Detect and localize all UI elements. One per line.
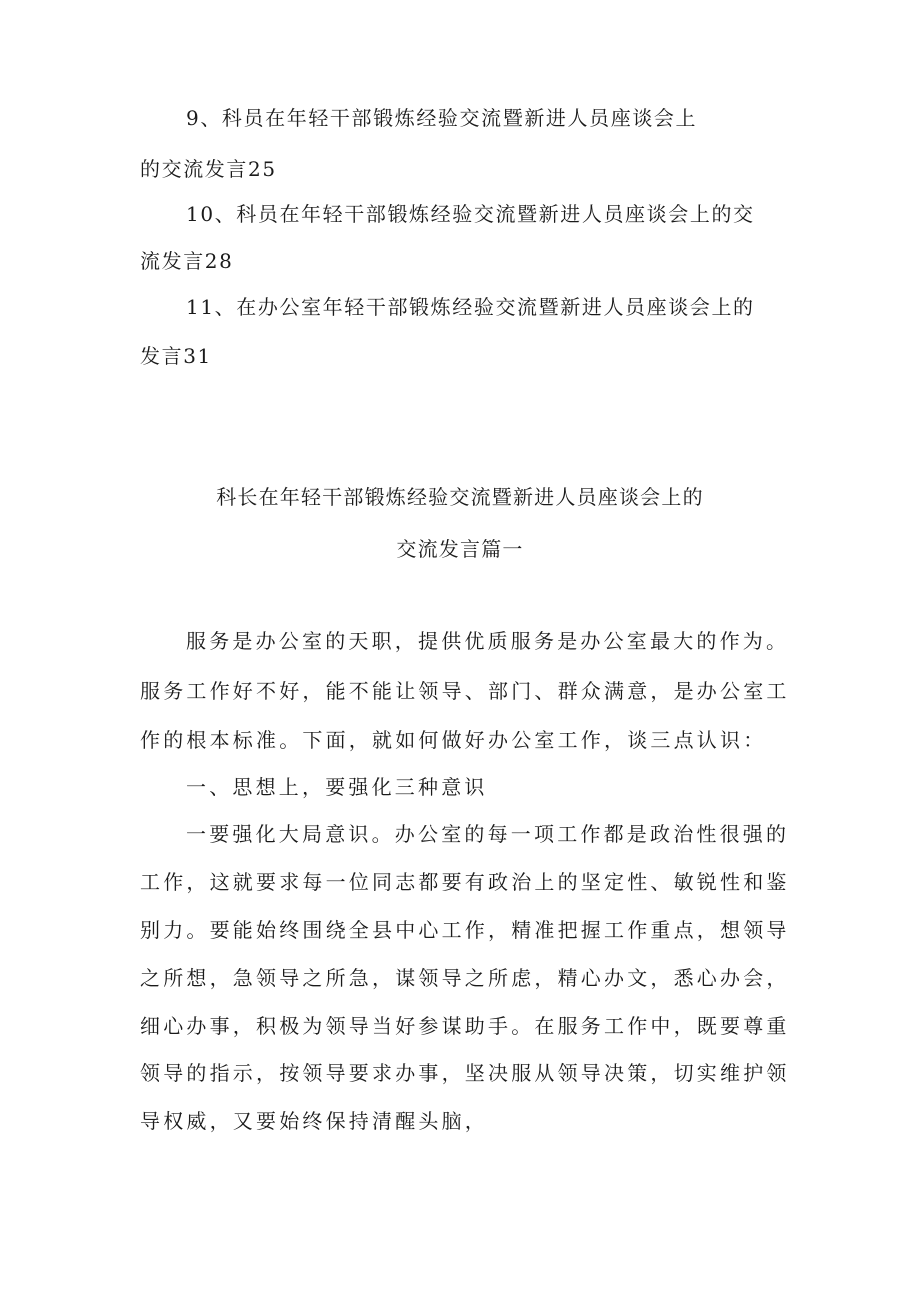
body-line: 服务是办公室的天职，提供优质服务是办公室最大的作为。 bbox=[186, 629, 790, 653]
toc-item-9-line2: 的交流发言25 bbox=[140, 157, 277, 181]
body-line: 领导的指示，按领导要求办事，坚决服从领导决策，切实维护领 bbox=[140, 1061, 790, 1085]
section-heading: 一、思想上，要强化三种意识 bbox=[186, 775, 488, 799]
body-line: 工作，这就要求每一位同志都要有政治上的坚定性、敏锐性和鉴 bbox=[140, 870, 790, 894]
toc-item-9-line1: 9、科员在年轻干部锻炼经验交流暨新进人员座谈会上 bbox=[186, 106, 698, 130]
article-title-line1: 科长在年轻干部锻炼经验交流暨新进人员座谈会上的 bbox=[216, 485, 704, 509]
toc-item-11-line1: 11、在办公室年轻干部锻炼经验交流暨新进人员座谈会上的 bbox=[186, 295, 755, 319]
body-line: 之所想，急领导之所急，谋领导之所虑，精心办文，悉心办会， bbox=[140, 966, 790, 990]
body-line: 一要强化大局意识。办公室的每一项工作都是政治性很强的 bbox=[186, 822, 790, 846]
toc-item-10-line2: 流发言28 bbox=[140, 249, 234, 273]
body-line: 服务工作好不好，能不能让领导、部门、群众满意，是办公室工 bbox=[140, 679, 790, 703]
toc-item-10-line1: 10、科员在年轻干部锻炼经验交流暨新进人员座谈会上的交 bbox=[186, 202, 755, 226]
body-line: 别力。要能始终围绕全县中心工作，精准把握工作重点，想领导 bbox=[140, 918, 790, 942]
body-line: 导权威，又要始终保持清醒头脑， bbox=[140, 1109, 488, 1133]
toc-item-11-line2: 发言31 bbox=[140, 344, 212, 368]
article-title-line2: 交流发言篇一 bbox=[396, 537, 524, 561]
body-line: 作的根本标准。下面，就如何做好办公室工作，谈三点认识： bbox=[140, 728, 767, 752]
body-line: 细心办事，积极为领导当好参谋助手。在服务工作中，既要尊重 bbox=[140, 1014, 790, 1038]
